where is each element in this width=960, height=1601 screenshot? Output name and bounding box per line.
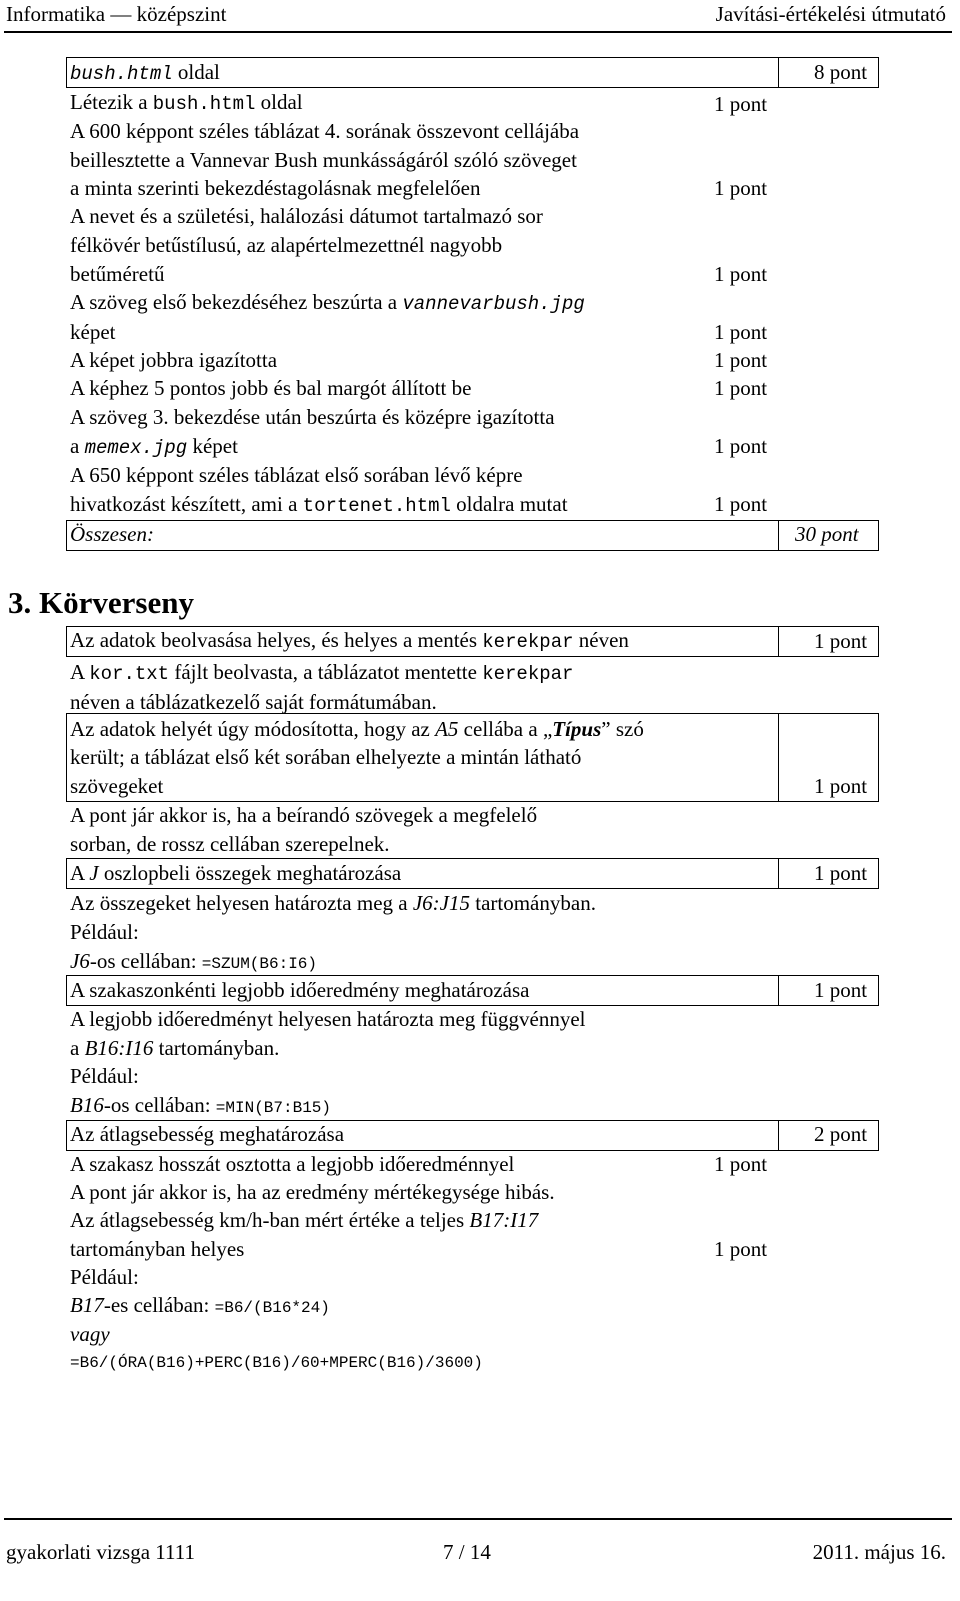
task-title: került; a táblázat első két sorában elhelyezte a mintán látható xyxy=(70,745,582,769)
header-doc-title: Javítási-értékelési útmutató xyxy=(715,2,946,26)
footer-exam-code: gyakorlati vizsga 1111 xyxy=(6,1540,195,1564)
footer-rule xyxy=(4,1518,952,1520)
task-title: szövegeket xyxy=(70,774,164,798)
task-title: Az adatok helyét úgy módosította, hogy az A5 cellába a „Típus” szó xyxy=(70,717,644,741)
task-description: Az összegeket helyesen határozta meg a J6:J15 tartományban. xyxy=(70,891,596,915)
task-points: 1 pont xyxy=(814,629,868,653)
task-description: A szakasz hosszát osztotta a legjobb időeredménnyel xyxy=(70,1152,515,1176)
criterion-line: A szöveg első bekezdéséhez beszúrta a vannevarbush.jpg xyxy=(70,290,585,315)
criterion-points: 1 pont xyxy=(714,492,768,516)
criterion-line: A 650 képpont széles táblázat első sorában lévő képre xyxy=(70,463,523,487)
criterion-line: A képhez 5 pontos jobb és bal margót állított be xyxy=(70,376,472,400)
task-points: 1 pont xyxy=(814,774,868,798)
section-title: 3. Körverseny xyxy=(8,585,194,620)
task-points: 1 pont xyxy=(814,978,868,1002)
task-points: 1 pont xyxy=(814,861,868,885)
criterion-points: 1 pont xyxy=(714,262,768,286)
task-title: A szakaszonkénti legjobb időeredmény meghatározása xyxy=(70,978,530,1002)
criterion-line: Létezik a bush.html oldal xyxy=(70,90,303,115)
footer-page-number: 7 / 14 xyxy=(443,1540,491,1564)
task-description: néven a táblázatkezelő saját formátumában. xyxy=(70,690,437,714)
section-head: bush.html oldal xyxy=(70,60,220,85)
criterion-line: betűméretű xyxy=(70,262,165,286)
example-label: Például: xyxy=(70,920,139,944)
criterion-line: képet xyxy=(70,320,116,344)
page-header xyxy=(0,0,960,30)
total-label: Összesen: xyxy=(70,522,154,546)
criterion-line: a minta szerinti bekezdéstagolásnak megfelelően xyxy=(70,176,481,200)
criterion-line: A képet jobbra igazította xyxy=(70,348,278,372)
criterion-line: A szöveg 3. bekezdése után beszúrta és középre igazította xyxy=(70,405,555,429)
criterion-line: beillesztette a Vannevar Bush munkásságáról szóló szöveget xyxy=(70,148,577,172)
criterion-line: A nevet és a születési, halálozási dátumot tartalmazó sor xyxy=(70,204,543,228)
criterion-points: 1 pont xyxy=(714,348,768,372)
task-description: a B16:I16 tartományban. xyxy=(70,1036,280,1060)
section-head-points: 8 pont xyxy=(814,60,868,84)
task-description: tartományban helyes xyxy=(70,1237,245,1261)
alternative-formula: =B6/(ÓRA(B16)+PERC(B16)/60+MPERC(B16)/3600) xyxy=(70,1354,483,1372)
footer-date: 2011. május 16. xyxy=(812,1540,946,1564)
criterion-points: 1 pont xyxy=(714,376,768,400)
example-formula: B17-es cellában: =B6/(B16*24) xyxy=(70,1293,330,1317)
criterion-points: 1 pont xyxy=(714,320,768,344)
criterion-line: a memex.jpg képet xyxy=(70,434,238,459)
task-description: A kor.txt fájlt beolvasta, a táblázatot mentette kerekpar xyxy=(70,660,574,685)
task-title: Az átlagsebesség meghatározása xyxy=(70,1122,345,1146)
task-description: A pont jár akkor is, ha a beírandó szövegek a megfelelő xyxy=(70,803,538,827)
task-description: sorban, de rossz cellában szerepelnek. xyxy=(70,832,390,856)
criterion-points: 1 pont xyxy=(714,92,768,116)
criterion-points: 1 pont xyxy=(714,434,768,458)
criterion-points: 1 pont xyxy=(714,176,768,200)
header-subject: Informatika — középszint xyxy=(6,2,227,26)
total-points: 30 pont xyxy=(795,522,859,546)
task-title: A J oszlopbeli összegek meghatározása xyxy=(70,861,402,885)
header-rule xyxy=(4,31,952,33)
task-description: Az átlagsebesség km/h-ban mért értéke a teljes B17:I17 xyxy=(70,1208,539,1232)
criterion-line: hivatkozást készített, ami a tortenet.html oldalra mutat xyxy=(70,492,568,517)
task-title: Az adatok beolvasása helyes, és helyes a mentés kerekpar néven xyxy=(70,628,629,653)
task-description: A pont jár akkor is, ha az eredmény mértékegysége hibás. xyxy=(70,1180,555,1204)
criterion-line: félkövér betűstílusú, az alapértelmezettnél nagyobb xyxy=(70,233,503,257)
example-label: Például: xyxy=(70,1064,139,1088)
alternative-label: vagy xyxy=(70,1322,110,1346)
total-box xyxy=(66,520,879,551)
example-formula: B16-os cellában: =MIN(B7:B15) xyxy=(70,1093,331,1117)
example-label: Például: xyxy=(70,1265,139,1289)
criterion-line: A 600 képpont széles táblázat 4. sorának összevont cellájába xyxy=(70,119,580,143)
task-description: A legjobb időeredményt helyesen határozta meg függvénnyel xyxy=(70,1007,586,1031)
subtask-points: 1 pont xyxy=(714,1237,768,1261)
task-points: 2 pont xyxy=(814,1122,868,1146)
example-formula: J6-os cellában: =SZUM(B6:I6) xyxy=(70,949,317,973)
subtask-points: 1 pont xyxy=(714,1152,768,1176)
